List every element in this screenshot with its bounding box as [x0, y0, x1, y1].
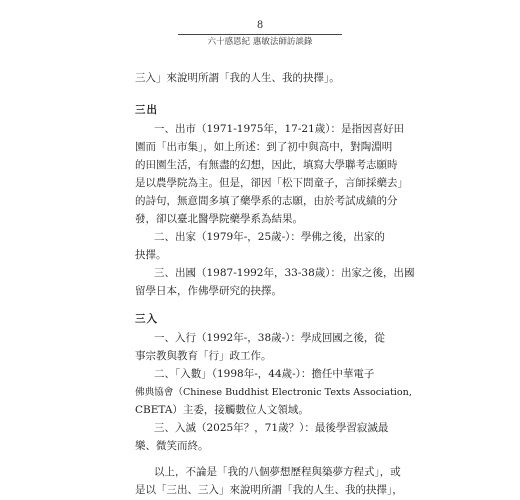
- paragraph-line: 三、出國（1987-1992年，33-38歲）：出家之後，出國: [154, 267, 415, 279]
- running-header: [160, 20, 360, 48]
- paragraph-line: 抉擇。: [135, 249, 167, 261]
- header-rule: [178, 34, 342, 35]
- paragraph-line: 一、出市（1971-1975年，17-21歲）：是指因喜好田: [154, 123, 405, 135]
- paragraph-line: 佛典協會（Chinese Buddhist Electronic Texts Association,: [135, 387, 412, 398]
- paragraph-line: 樂、微笑而終。: [135, 440, 209, 452]
- paragraph-line: 的田園生活，有無盡的幻想，因此，填寫大學聯考志願時: [135, 159, 398, 171]
- paragraph-line: 是以「三出、三入」來說明所謂「我的人生、我的抉擇」，: [135, 484, 403, 496]
- paragraph-line: 發，卻以臺北醫學院藥學系為結果。: [135, 213, 303, 225]
- paragraph-line: 二、出家（1979年-，25歲-）：學佛之後，出家的: [154, 231, 385, 243]
- paragraph-line: 的詩句，無意間多填了藥學系的志願，由於考試成績的分: [135, 195, 398, 207]
- running-title: 六十感恩紀 惠敏法師訪談錄: [207, 37, 313, 47]
- paragraph-line: CBETA）主委，接觸數位人文領域。: [135, 404, 309, 416]
- paragraph-line: 留學日本，作佛學研究的抉擇。: [135, 285, 282, 297]
- page-number: 8: [256, 20, 264, 31]
- section-heading-san-ru: 三入: [135, 313, 158, 325]
- paragraph-line: 二、「入數」（1998年-，44歲-）：擔任中華電子: [154, 368, 375, 380]
- paragraph-line: 是以農學院為主。但是，卻因「松下問童子，言師採藥去」: [135, 177, 408, 189]
- paragraph-line: 事宗教與教育「行」政工作。: [135, 350, 272, 362]
- intro-line: 三入」來說明所謂「我的人生、我的抉擇」。: [135, 72, 340, 84]
- paragraph-line: 園而「出市集」，如上所述：到了初中與高中，對陶淵明: [135, 141, 393, 153]
- section-heading-san-chu: 三出: [135, 104, 158, 116]
- paragraph-line: 以上，不論是「我的八個夢想歷程與築夢方程式」，或: [154, 466, 401, 478]
- paragraph-line: 一、入行（1992年-，38歲-）：學成回國之後，從: [154, 332, 385, 344]
- paragraph-line: 三、入滅（2025年？，71歲？）：最後學習寂滅最: [154, 422, 389, 434]
